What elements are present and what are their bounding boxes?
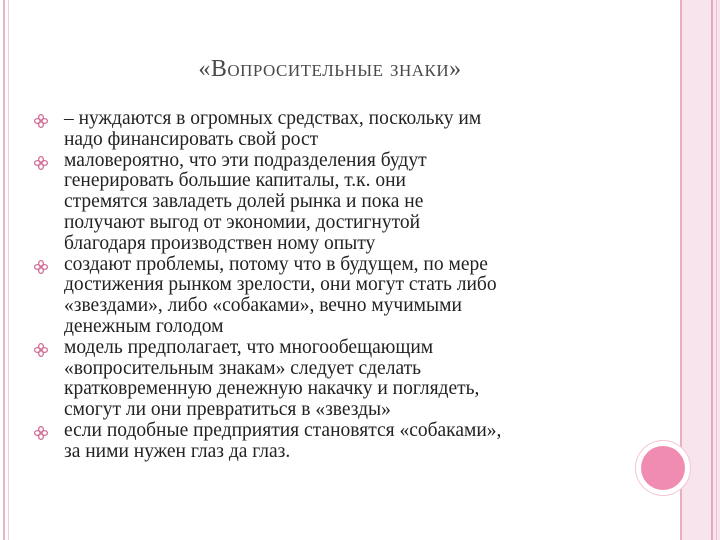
bullet-item — [34, 151, 634, 255]
flower-bullet-icon — [34, 260, 48, 274]
bullet-list — [34, 109, 634, 463]
flower-bullet-icon — [34, 114, 48, 128]
bullet-item — [34, 255, 634, 338]
bullet-text: – нуждаются в огромных средствах, поскольку им надо финансировать свой рост — [64, 108, 482, 150]
bullet-item — [34, 421, 634, 463]
flower-bullet-icon — [34, 156, 48, 170]
flower-bullet-icon — [34, 426, 48, 440]
bullet-text: если подобные предприятия становятся «собаками», за ними нужен глаз да глаз. — [64, 419, 502, 462]
bullet-item — [34, 338, 634, 421]
flower-bullet-icon — [34, 343, 48, 357]
bullet-text: маловероятно, что эти подразделения будут генерировать большие капиталы, т.к. они стремятся завладеть долей рынка и пока не получают выгод от экономии, достигнутой благодаря производствен ному опыту — [64, 149, 427, 254]
bullet-text: создают проблемы, потому что в будущем, по мере достижения рынком зрелости, они могут стать либо «звездами», либо «собаками», вечно мучимыми денежным голодом — [64, 253, 497, 337]
right-decorative-band — [682, 0, 720, 540]
right-decorative-line-thin — [716, 0, 717, 540]
bullet-item — [34, 109, 634, 151]
bullet-text: модель предполагает, что многообещающим «вопросительным знакам» следует сделать кратковременную денежную накачку и поглядеть, смогут ли они превратиться в «звезды» — [64, 336, 480, 421]
right-decorative-line — [711, 0, 713, 540]
pink-circle-ornament — [641, 446, 685, 490]
slide-title: «Вопросительные знаки» — [198, 56, 462, 82]
